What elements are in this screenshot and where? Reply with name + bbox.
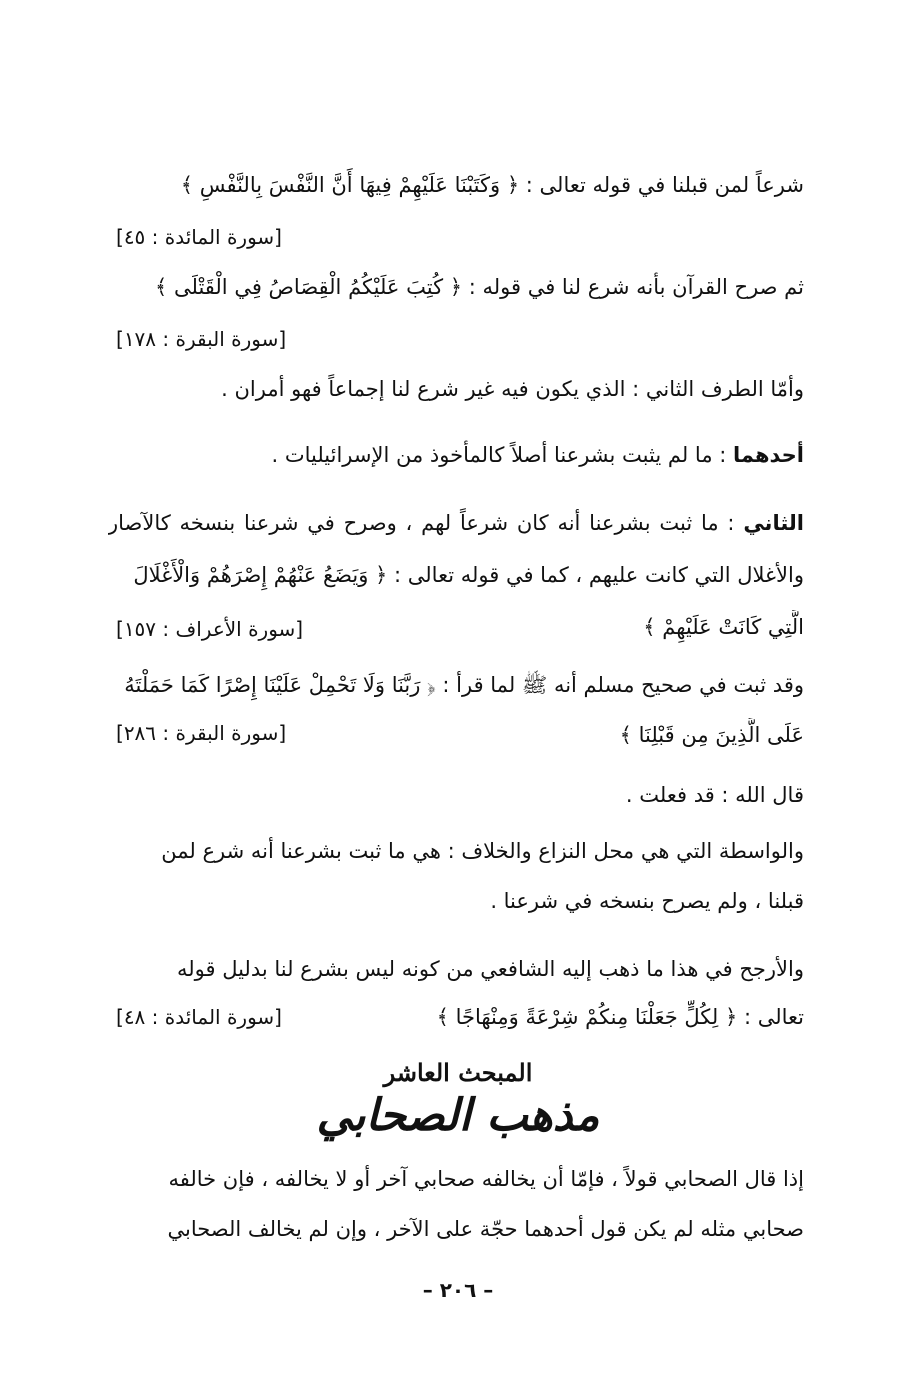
- first-item-label: أحدهما: [733, 443, 804, 467]
- section-title: مذهب الصحابي: [316, 1090, 600, 1141]
- page-number: – ٢٠٦ –: [422, 1278, 494, 1302]
- text-line-14: تعالى : ﴿ لِكُلٍّ جَعَلْنَا مِنكُمْ شِرْعَةً وَمِنْهَاجًا ﴾: [436, 1005, 804, 1029]
- citation-maidah-45: [سورة المائدة : ٤٥]: [116, 225, 282, 249]
- text-line-1: شرعاً لمن قبلنا في قوله تعالى : ﴿ وَكَتَبْنَا عَلَيْهِمْ فِيهَا أَنَّ النَّفْسَ بِالنَّفْسِ ﴾: [180, 173, 804, 197]
- text-line-8: وقد ثبت في صحيح مسلم أنه ﷺ لما قرأ : ﴿ رَبَّنَا وَلَا تَحْمِلْ عَلَيْنَا إِصْرًا كَمَا حَمَلْتَهُ: [124, 673, 804, 697]
- text-line-10: قال الله : قد فعلت .: [625, 783, 804, 807]
- citation-araf-157: [سورة الأعراف : ١٥٧]: [116, 617, 304, 641]
- citation-baqarah-178: [سورة البقرة : ١٧٨]: [116, 327, 287, 351]
- citation-baqarah-286: [سورة البقرة : ٢٨٦]: [116, 721, 287, 745]
- text-line-4: [108, 438, 804, 472]
- text-line-3: وأمّا الطرف الثاني : الذي يكون فيه غير شرع لنا إجماعاً فهو أمران .: [221, 377, 804, 401]
- text-line-2: ثم صرح القرآن بأنه شرع لنا في قوله : ﴿ كُتِبَ عَلَيْكُمُ الْقِصَاصُ فِي الْقَتْلَى ﴾: [155, 275, 804, 299]
- text-line-9: عَلَى الَّذِينَ مِن قَبْلِنَا ﴾: [619, 723, 804, 747]
- text-line-5: [108, 506, 804, 540]
- text-line-7: الَّتِي كَانَتْ عَلَيْهِمْ ﴾: [643, 615, 804, 639]
- text-line-11: والواسطة التي هي محل النزاع والخلاف : هي ما ثبت بشرعنا أنه شرع لمن: [161, 839, 804, 863]
- text-line-15: إذا قال الصحابي قولاً ، فإمّا أن يخالفه صحابي آخر أو لا يخالفه ، فإن خالفه: [168, 1167, 804, 1191]
- second-item-label: الثاني: [743, 511, 804, 535]
- text-line-16: صحابي مثله لم يكن قول أحدهما حجّة على الآخر ، وإن لم يخالف الصحابي: [167, 1217, 804, 1241]
- second-item-text: : ما ثبت بشرعنا أنه كان شرعاً لهم ، وصرح في شرعنا بنسخه كالآصار: [108, 511, 744, 535]
- first-item-text: : ما لم يثبت بشرعنا أصلاً كالمأخوذ من الإسرائيليات .: [271, 443, 733, 467]
- text-line-13: والأرجح في هذا ما ذهب إليه الشافعي من كونه ليس بشرع لنا بدليل قوله: [176, 957, 804, 981]
- text-line-6: والأغلال التي كانت عليهم ، كما في قوله تعالى : ﴿ وَيَضَعُ عَنْهُمْ إِصْرَهُمْ وَالْأَغْلَالَ: [133, 563, 804, 587]
- citation-maidah-48: [سورة المائدة : ٤٨]: [116, 1005, 282, 1029]
- section-heading: المبحث العاشر: [383, 1058, 533, 1087]
- text-line-12: قبلنا ، ولم يصرح بنسخه في شرعنا .: [490, 889, 804, 913]
